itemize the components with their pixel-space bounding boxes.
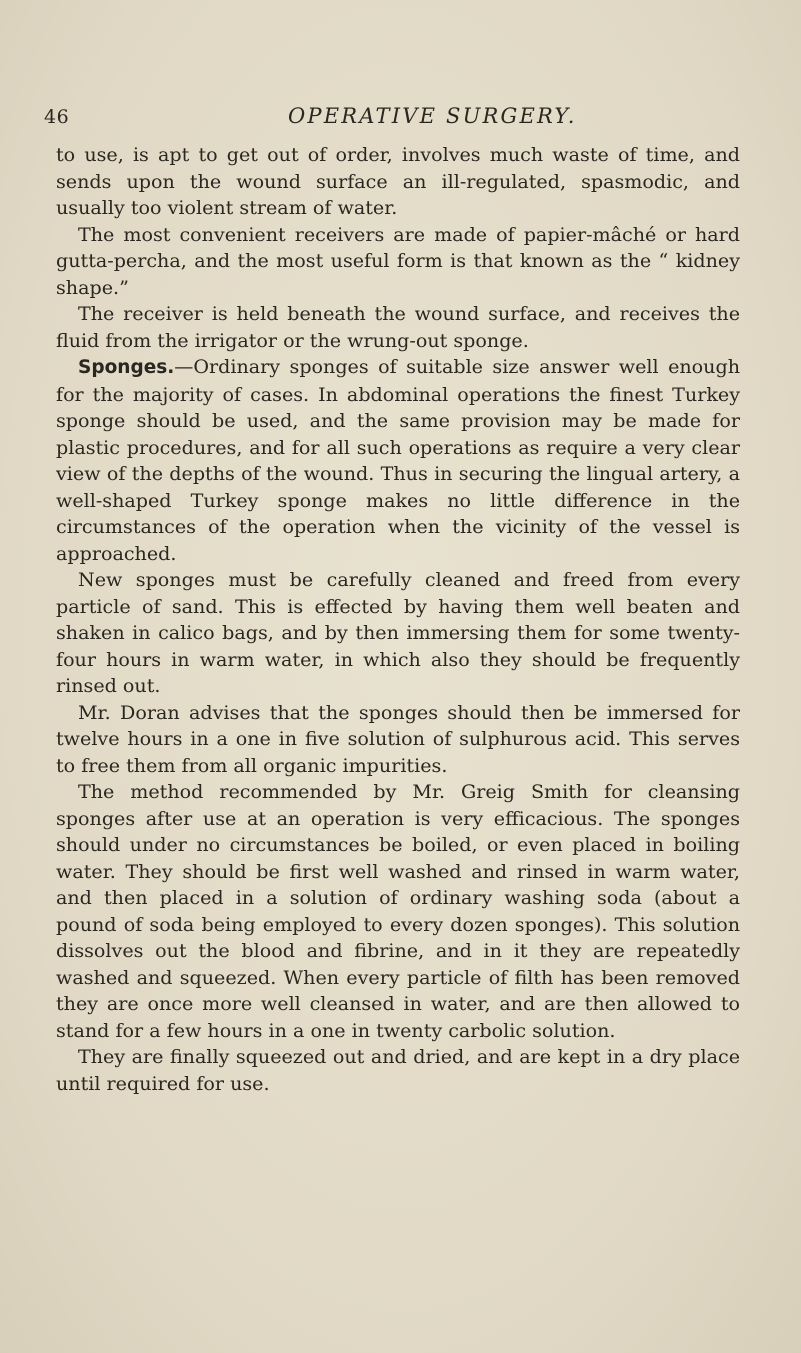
paragraph <box>56 142 740 222</box>
paragraph <box>56 354 740 567</box>
paragraph <box>56 700 740 780</box>
paragraph <box>56 1044 740 1097</box>
paragraph-text: Mr. Doran advises that the sponges should then be immersed for twelve hours in a one in five solution of sulphurous acid. This serves to free them from all organic impurities. <box>56 700 740 777</box>
section-heading-sponges: Sponges. <box>78 357 175 378</box>
running-head <box>44 106 744 136</box>
paragraph-text: The most convenient receivers are made of papier-mâché or hard gutta-percha, and the most useful form is that known as the “ kidney shape.” <box>56 222 740 299</box>
body-text <box>56 142 740 1097</box>
paragraph-text: New sponges must be carefully cleaned and freed from every particle of sand. This is effected by having them well beaten and shaken in calico bags, and by then immersing them for some twenty-four hours in warm water, in which also they should be frequently rinsed out. <box>56 568 740 697</box>
paragraph <box>56 567 740 700</box>
paragraph-text: The method recommended by Mr. Greig Smith for cleansing sponges after use at an operation is very efficacious. The sponges should under no circumstances be boiled, or even placed in boiling water. They should be first well washed and rinsed in warm water, and then placed in a solution of ordinary washing soda (about a pound of soda being employed to every dozen sponges). This solution dissolves out the blood and fibrine, and in it they are repeatedly washed and squeezed. When every particle of filth has been removed they are once more well cleansed in water, and are then allowed to stand for a few hours in a one in twenty carbolic solution. <box>56 780 740 1042</box>
paragraph <box>56 779 740 1044</box>
paragraph-text: The receiver is held beneath the wound surface, and receives the fluid from the irrigator or the wrung-out sponge. <box>56 302 740 352</box>
paragraph-text: —Ordinary sponges of suitable size answer well enough for the majority of cases. In abdominal operations the finest Turkey sponge should be used, and the same provision may be made for plastic procedures, and for all such operations as require a very clear view of the depths of the wound. Thus in securing the lingual artery, a well-shaped Turkey sponge makes no little difference in the circumstances of the operation when the vicinity of the vessel is approached. <box>56 355 740 565</box>
paragraph-text: They are finally squeezed out and dried, and are kept in a dry place until required for use. <box>56 1045 740 1095</box>
page-number: 46 <box>44 106 70 128</box>
running-title: OPERATIVE SURGERY. <box>288 104 577 128</box>
paragraph <box>56 222 740 302</box>
paragraph-text: to use, is apt to get out of order, involves much waste of time, and sends upon the wound surface an ill-regulated, spasmodic, and usually too violent stream of water. <box>56 143 740 219</box>
paragraph <box>56 301 740 354</box>
